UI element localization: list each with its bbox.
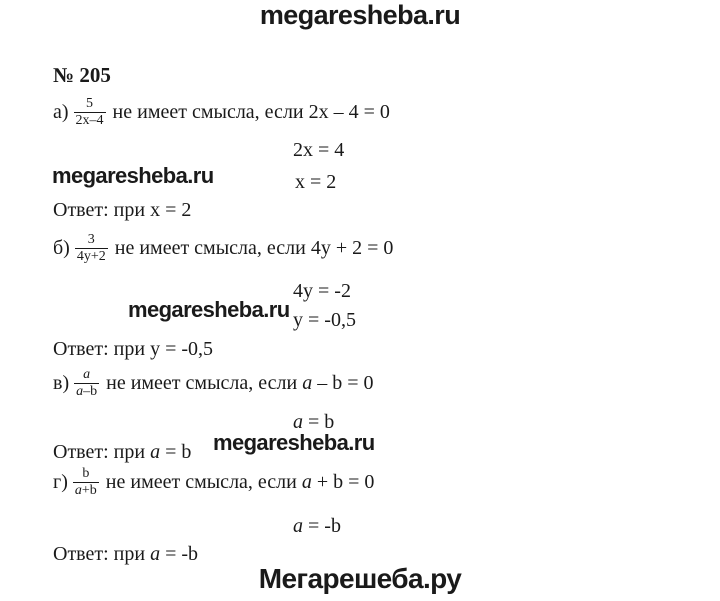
part-v-answer: Ответ: при a = b	[53, 441, 192, 463]
watermark-middle-2: megaresheba.ru	[128, 297, 290, 322]
fraction-b	[75, 232, 108, 264]
watermark-middle-3: megaresheba.ru	[213, 430, 375, 455]
fraction-g	[73, 466, 99, 498]
fraction-v-denominator: a–b	[76, 383, 98, 399]
part-v-step-1: a = b	[293, 411, 335, 433]
fraction-b-numerator: 3	[87, 232, 95, 247]
fraction-v	[74, 367, 99, 399]
part-b-answer: Ответ: при y = -0,5	[53, 338, 214, 360]
part-g-statement: не имеет смысла, если a + b = 0	[105, 470, 375, 493]
part-b-statement: не имеет смысла, если 4y + 2 = 0	[114, 236, 394, 259]
part-b-line	[53, 232, 393, 264]
part-g-step-1: a = -b	[293, 515, 341, 537]
part-b-label: б)	[53, 236, 70, 259]
part-v-statement: не имеет смысла, если a – b = 0	[106, 371, 374, 394]
fraction-g-numerator: b	[82, 466, 90, 481]
site-brand-bottom: Мегарешеба.ру	[258, 563, 462, 594]
part-a-step-2: x = 2	[295, 171, 337, 193]
part-a-line	[53, 96, 390, 128]
part-g-answer: Ответ: при a = -b	[53, 543, 199, 565]
fraction-v-numerator: a	[83, 367, 91, 382]
part-a-label: а)	[53, 100, 69, 123]
part-a-answer: Ответ: при x = 2	[53, 199, 192, 221]
fraction-a	[74, 96, 106, 128]
part-g-line	[53, 466, 374, 498]
problem-number: № 205	[53, 63, 111, 87]
part-a-statement: не имеет смысла, если 2x – 4 = 0	[112, 100, 390, 123]
part-b-step-2: y = -0,5	[293, 309, 356, 331]
part-v-label: в)	[53, 371, 70, 394]
part-v-line	[53, 367, 373, 399]
fraction-g-denominator: a+b	[74, 482, 97, 498]
site-watermark-top: megaresheba.ru	[259, 0, 461, 30]
part-a-step-1: 2x = 4	[293, 139, 345, 161]
fraction-b-denominator: 4y+2	[76, 248, 106, 264]
watermark-left-1: megaresheba.ru	[52, 163, 214, 188]
part-b-step-1: 4y = -2	[293, 280, 351, 302]
part-g-label: г)	[53, 470, 68, 493]
fraction-a-numerator: 5	[86, 96, 94, 111]
fraction-a-denominator: 2x–4	[75, 112, 104, 128]
